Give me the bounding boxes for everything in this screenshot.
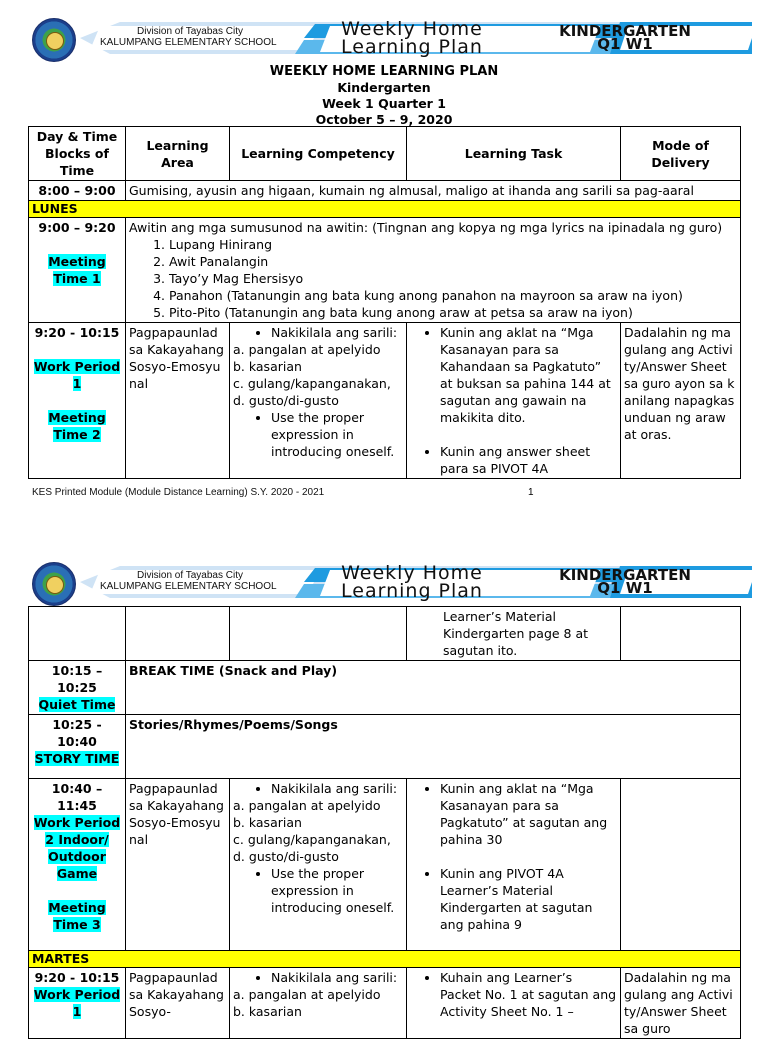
plan-table-page2 — [28, 606, 741, 1039]
doc-level: Kindergarten — [337, 80, 431, 95]
page-number: 1 — [528, 487, 534, 498]
school-label: KALUMPANG ELEMENTARY SCHOOL — [100, 37, 277, 48]
task-cell: Learner’s Material Kindergarten page 8 at sagutan ito. — [407, 607, 621, 661]
song-list — [129, 236, 737, 321]
plan-table-page1 — [28, 126, 741, 479]
header-area: Learning Area — [126, 127, 230, 181]
page-footer: KES Printed Module (Module Distance Learning) S.Y. 2020 - 2021 — [32, 487, 325, 498]
activity-label: Meeting Time 2 — [48, 410, 106, 442]
activity-label: Work Period 1 — [33, 987, 121, 1019]
activity-label: Work Period 2 Indoor/ Outdoor Game — [33, 815, 121, 881]
time-cell: 9:20 - 10:15 Work Period 1 Meeting Time 2 — [29, 323, 126, 479]
time-cell: 10:40 – 11:45 Work Period 2 Indoor/ Outdoor Game Meeting Time 3 — [29, 779, 126, 951]
mode-cell: Dadalahin ng magulang ang Activity/Answer Sheet sa guro ayon sa kanilang napagkasunduan ng araw at oras. — [621, 323, 741, 479]
routine-text: Gumising, ayusin ang higaan, kumain ng almusal, maligo at ihanda ang sarili sa pag-aaral — [126, 181, 741, 201]
document-heading — [0, 64, 768, 128]
time-cell: 8:00 – 9:00 — [29, 181, 126, 201]
list-item: 1. Lupang Hinirang — [169, 236, 737, 253]
activity-label: Quiet Time — [38, 697, 116, 712]
mode-cell: Dadalahin ng magulang ang Activity/Answer Sheet sa guro — [621, 968, 741, 1039]
division-label: Division of Tayabas City — [137, 26, 243, 37]
doc-dates: October 5 – 9, 2020 — [315, 112, 453, 127]
competency-cell: • Nakikilala ang sarili: a. pangalan at apelyido b. kasarian c. gulang/kapanganakan, d. gusto/di-gusto • Use the proper expression in introducing oneself. — [230, 323, 407, 479]
list-item: 3. Tayo’y Mag Ehersisyo — [169, 270, 737, 287]
school-seal-icon — [32, 18, 76, 62]
page1-header — [20, 16, 752, 62]
day-label-martes: MARTES — [29, 951, 741, 968]
grade-banner: KINDERGARTEN Q1 W1 — [559, 566, 691, 597]
activity-label: Work Period 1 — [33, 359, 121, 391]
activity-label: STORY TIME — [34, 751, 120, 766]
task-cell: • Kunin ang aklat na “Mga Kasanayan para sa Pagkatuto” at sagutan ang pahina 30 • Kunin ang PIVOT 4A Learner’s Material Kindergarten at sagutan ang pahina 9 — [407, 779, 621, 951]
header-mode: Mode of Delivery — [621, 127, 741, 181]
school-name: Division of Tayabas City KALUMPANG ELEMENTARY SCHOOL — [100, 570, 277, 592]
doc-title: WEEKLY HOME LEARNING PLAN — [269, 64, 499, 79]
task-cell: • Kuhain ang Learner’s Packet No. 1 at sagutan ang Activity Sheet No. 1 – — [407, 968, 621, 1039]
learning-area-cell: Pagpapaunlad sa Kakayahang Sosyo-Emosyunal — [126, 323, 230, 479]
story-time-text: Stories/Rhymes/Poems/Songs — [126, 715, 741, 779]
page2-header — [20, 560, 752, 606]
learning-area-cell: Pagpapaunlad sa Kakayahang Sosyo-Emosyunal — [126, 779, 230, 951]
time-cell: 9:20 - 10:15 Work Period 1 — [29, 968, 126, 1039]
task-cell: • Kunin ang aklat na “Mga Kasanayan para sa Kahandaan sa Pagkatuto” at buksan sa pahina 144 at sagutan ang gawain na makikita dito. • Kunin ang answer sheet para sa PIVOT 4A — [407, 323, 621, 479]
learning-area-cell: Pagpapaunlad sa Kakayahang Sosyo- — [126, 968, 230, 1039]
header-competency: Learning Competency — [230, 127, 407, 181]
time-cell: 10:25 - 10:40 STORY TIME — [29, 715, 126, 779]
doc-week: Week 1 Quarter 1 — [322, 96, 446, 111]
day-label-lunes: LUNES — [29, 201, 741, 218]
header-time: Day & Time Blocks of Time — [29, 127, 126, 181]
header-task: Learning Task — [407, 127, 621, 181]
list-item: 5. Pito-Pito (Tatanungin ang bata kung anong araw at petsa sa araw na iyon) — [169, 304, 737, 321]
time-cell: 10:15 – 10:25 Quiet Time — [29, 661, 126, 715]
school-name — [100, 26, 277, 48]
activity-label: Meeting Time 1 — [48, 254, 106, 286]
competency-cell: • Nakikilala ang sarili: a. pangalan at apelyido b. kasarian — [230, 968, 407, 1039]
list-item: 2. Awit Panalangin — [169, 253, 737, 270]
grade-banner: KINDERGARTEN Q1 W1 — [559, 22, 691, 53]
time-cell: 9:00 – 9:20 Meeting Time 1 — [29, 218, 126, 323]
whlp-banner-title: Weekly Home Learning Plan — [341, 18, 483, 58]
competency-cell: • Nakikilala ang sarili: a. pangalan at apelyido b. kasarian c. gulang/kapanganakan, d. gusto/di-gusto • Use the proper expression in introducing oneself. — [230, 779, 407, 951]
school-seal-icon — [32, 562, 76, 606]
whlp-banner-title: Weekly Home Learning Plan — [341, 562, 483, 602]
meeting-time-content: Awitin ang mga sumusunod na awitin: (Tingnan ang kopya ng mga lyrics na ipinadala ng guro) 1. Lupang Hinirang 2. Awit Panalangin 3. Tayo’y Mag Ehersisyo 4. Panahon (Tatanungin ang bata kung anong panahon na mayroon sa araw na iyon) 5. Pito-Pito (Tatanungin ang bata kung anong araw at petsa sa araw na iyon) — [126, 218, 741, 323]
activity-label: Meeting Time 3 — [48, 900, 106, 932]
list-item: 4. Panahon (Tatanungin ang bata kung anong panahon na mayroon sa araw na iyon) — [169, 287, 737, 304]
break-time-text: BREAK TIME (Snack and Play) — [126, 661, 741, 715]
